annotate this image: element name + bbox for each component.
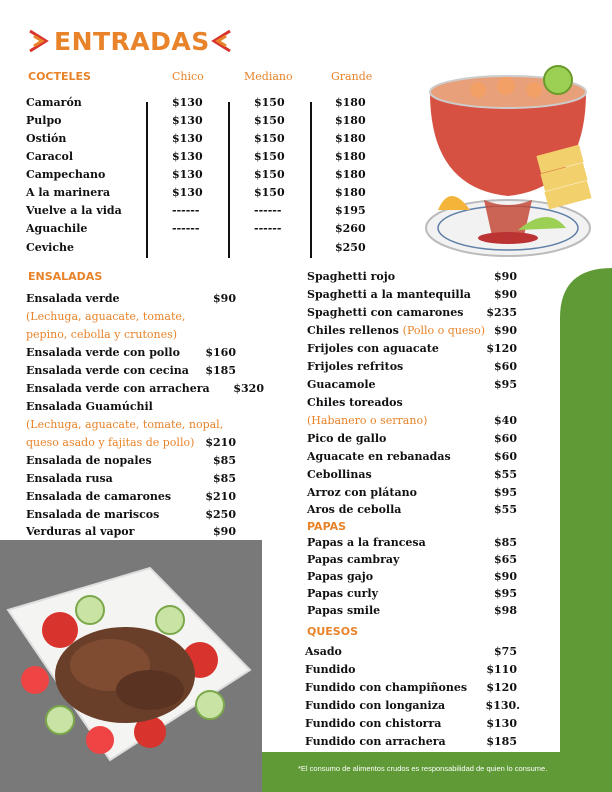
coctel-price-grande: $180 <box>335 150 366 163</box>
queso-price: $130. <box>485 699 520 712</box>
otro-price: $55 <box>494 468 517 481</box>
coctel-glass-illustration <box>418 60 596 260</box>
ensalada-note: pepino, cebolla y crutones) <box>26 328 178 341</box>
coctel-price-mediano: ------ <box>254 204 282 217</box>
ensalada-price: $90 <box>213 292 236 305</box>
otro-price: $40 <box>494 414 517 427</box>
column-divider <box>228 102 230 258</box>
papa-name: Papas smile <box>307 604 381 617</box>
ensalada-name: Ensalada rusa <box>26 472 113 485</box>
otro-name: Spaghetti a la mantequilla <box>307 288 471 301</box>
coctel-price-grande: $250 <box>335 241 366 254</box>
queso-price: $130 <box>486 717 517 730</box>
otro-price: $235 <box>486 306 517 319</box>
otro-name: Spaghetti rojo <box>307 270 396 283</box>
otro-price: $90 <box>494 324 517 337</box>
coctel-price-mediano: $150 <box>254 150 285 163</box>
column-divider <box>310 102 312 258</box>
ensalada-note: (Lechuga, aguacate, tomate, <box>26 310 186 323</box>
coctel-price-grande: $180 <box>335 96 366 109</box>
queso-name: Fundido con longaniza <box>305 699 446 712</box>
papa-price: $90 <box>494 570 517 583</box>
ensalada-name: Ensalada verde <box>26 292 120 305</box>
coctel-price-chico: $130 <box>172 150 203 163</box>
queso-name: Fundido <box>305 663 356 676</box>
title-chevron-right-icon <box>210 28 232 58</box>
otro-name: Cebollinas <box>307 468 372 481</box>
coctel-price-grande: $260 <box>335 222 366 235</box>
otro-price: $60 <box>494 450 517 463</box>
queso-name: Fundido con arrachera <box>305 735 446 748</box>
otro-price: $60 <box>494 432 517 445</box>
ensalada-name: Ensalada Guamúchil <box>26 400 153 413</box>
ensalada-name: Ensalada de mariscos <box>26 508 160 521</box>
coctel-price-grande: $180 <box>335 168 366 181</box>
otro-price: $55 <box>494 503 517 516</box>
ensalada-name: Ensalada verde con pollo <box>26 346 180 359</box>
coctel-name: Pulpo <box>26 114 62 127</box>
papa-name: Papas cambray <box>307 553 400 566</box>
papa-price: $98 <box>494 604 517 617</box>
coctel-price-chico: $130 <box>172 96 203 109</box>
otro-price: $90 <box>494 270 517 283</box>
papas-header: PAPAS <box>307 520 347 533</box>
queso-price: $185 <box>486 735 517 748</box>
otro-name-text: Chiles rellenos <box>307 324 399 337</box>
queso-price: $120 <box>486 681 517 694</box>
col-mediano-label: Mediano <box>244 70 293 83</box>
coctel-price-mediano: ------ <box>254 222 282 235</box>
otro-name: Frijoles refritos <box>307 360 404 373</box>
col-chico-label: Chico <box>172 70 204 83</box>
coctel-name: Camarón <box>26 96 82 109</box>
coctel-name: Aguachile <box>26 222 88 235</box>
coctel-price-mediano: $150 <box>254 168 285 181</box>
papa-name: Papas curly <box>307 587 379 600</box>
otro-name: Aros de cebolla <box>307 503 402 516</box>
ensalada-price: $90 <box>213 525 236 538</box>
papa-price: $95 <box>494 587 517 600</box>
ensalada-price: $210 <box>205 490 236 503</box>
coctel-price-chico: ------ <box>172 204 200 217</box>
queso-price: $75 <box>494 645 517 658</box>
coctel-name: Ceviche <box>26 241 75 254</box>
otro-name: Arroz con plátano <box>307 486 417 499</box>
coctel-price-grande: $180 <box>335 186 366 199</box>
coctel-price-grande: $180 <box>335 132 366 145</box>
papa-price: $65 <box>494 553 517 566</box>
coctel-price-mediano: $150 <box>254 96 285 109</box>
coctel-price-chico: ------ <box>172 222 200 235</box>
ensalada-name: Ensalada verde con arrachera <box>26 382 210 395</box>
ensalada-name: Ensalada de nopales <box>26 454 152 467</box>
papa-price: $85 <box>494 536 517 549</box>
title-chevron-left-icon <box>28 28 50 58</box>
ensalada-name: Ensalada de camarones <box>26 490 172 503</box>
papa-name: Papas gajo <box>307 570 374 583</box>
col-grande-label: Grande <box>331 70 373 83</box>
ensalada-price: $210 <box>205 436 236 449</box>
coctel-name: Vuelve a la vida <box>26 204 122 217</box>
otro-extra: (Pollo o queso) <box>402 324 485 337</box>
coctel-price-chico: $130 <box>172 114 203 127</box>
ensalada-price: $320 <box>233 382 264 395</box>
otro-name: Aguacate en rebanadas <box>307 450 451 463</box>
ensalada-price: $250 <box>205 508 236 521</box>
coctel-price-chico: $130 <box>172 132 203 145</box>
ensalada-name: Verduras al vapor <box>26 525 135 538</box>
ensalada-note: (Lechuga, aguacate, tomate, nopal, <box>26 418 224 431</box>
coctel-name: Campechano <box>26 168 106 181</box>
otro-price: $60 <box>494 360 517 373</box>
coctel-price-mediano: $150 <box>254 186 285 199</box>
queso-name: Asado <box>305 645 342 658</box>
coctel-name: A la marinera <box>26 186 111 199</box>
otro-price: $90 <box>494 288 517 301</box>
ensalada-note: queso asado y fajitas de pollo) <box>26 436 195 449</box>
page-title: ENTRADAS <box>54 27 210 56</box>
coctel-price-grande: $195 <box>335 204 366 217</box>
otro-name: Guacamole <box>307 378 376 391</box>
otro-name <box>307 324 485 337</box>
ensalada-name: Ensalada verde con cecina <box>26 364 189 377</box>
queso-name: Fundido con chistorra <box>305 717 442 730</box>
otro-name: Chiles toreados <box>307 396 403 409</box>
ensalada-price: $85 <box>213 472 236 485</box>
coctel-price-mediano: $150 <box>254 132 285 145</box>
otro-name: Pico de gallo <box>307 432 387 445</box>
disclaimer-text: *El consumo de alimentos crudos es responsabilidad de quien lo consume. <box>298 764 548 773</box>
ensalada-price: $85 <box>213 454 236 467</box>
coctel-name: Caracol <box>26 150 74 163</box>
otro-price: $95 <box>494 378 517 391</box>
otro-name: Spaghetti con camarones <box>307 306 464 319</box>
ensalada-photo <box>0 540 262 792</box>
column-divider <box>146 102 148 258</box>
otro-price: $95 <box>494 486 517 499</box>
quesos-header: QUESOS <box>307 625 358 638</box>
ensaladas-header: ENSALADAS <box>28 270 103 283</box>
otro-note: (Habanero o serrano) <box>307 414 428 427</box>
coctel-price-chico: $130 <box>172 168 203 181</box>
otro-price: $120 <box>486 342 517 355</box>
ensalada-price: $160 <box>205 346 236 359</box>
papa-name: Papas a la francesa <box>307 536 426 549</box>
coctel-price-grande: $180 <box>335 114 366 127</box>
coctel-price-chico: $130 <box>172 186 203 199</box>
coctel-price-mediano: $150 <box>254 114 285 127</box>
ensalada-price: $185 <box>205 364 236 377</box>
otro-name: Frijoles con aguacate <box>307 342 439 355</box>
coctel-name: Ostión <box>26 132 67 145</box>
queso-name: Fundido con champiñones <box>305 681 468 694</box>
queso-price: $110 <box>486 663 517 676</box>
cocteles-header: COCTELES <box>28 70 91 83</box>
